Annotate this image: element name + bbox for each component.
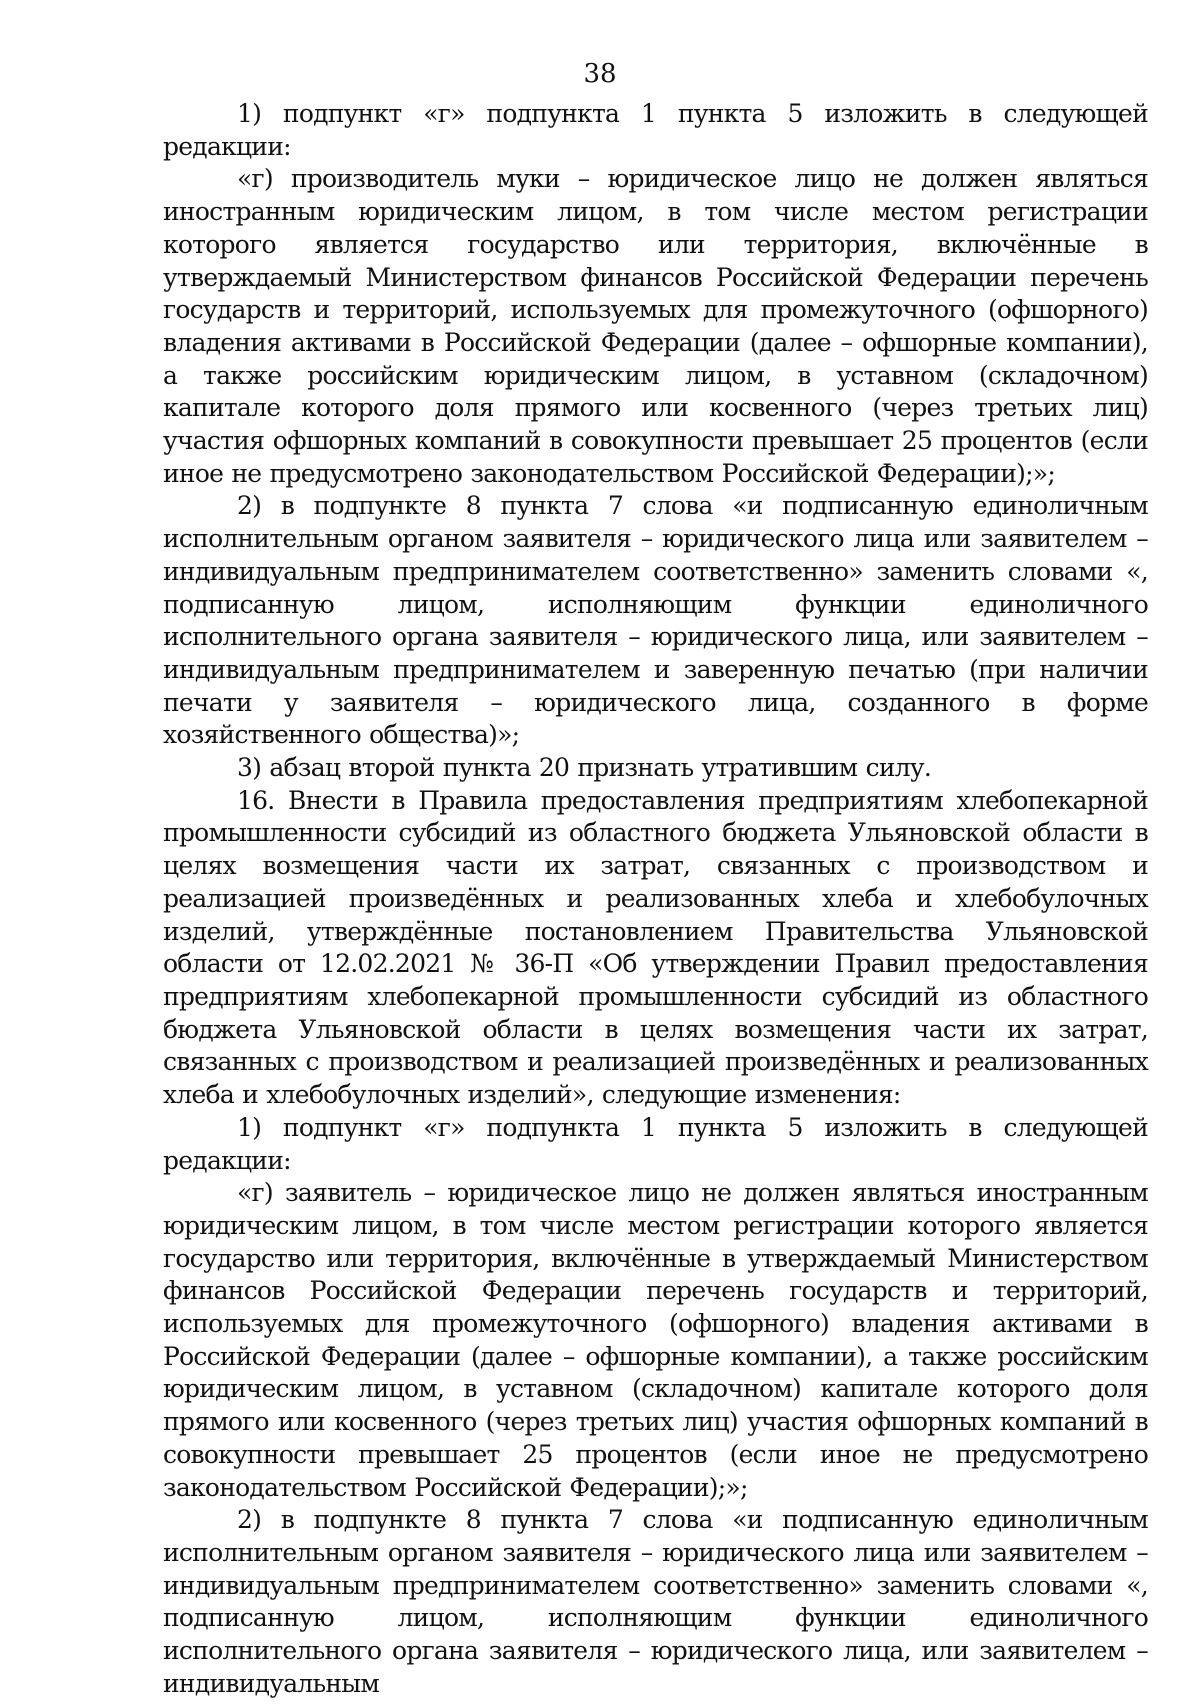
paragraph-15-2: 2) в подпункте 8 пункта 7 слова «и подписанную единоличным исполнительным органом заявителя – юридического лица или заявителем – индивидуальным предпринимателем соответственно» заменить словами «, подписанную лицом, исполняющим функции единоличного исполнительного органа заявителя – юридического лица, или заявителем – индивидуальным предпринимателем и заверенную печатью (при наличии печати у заявителя – юридического лица, созданного в форме хозяйственного общества)»; [163, 491, 1148, 750]
paragraph-16-1: 1) подпункт «г» подпункта 1 пункта 5 изложить в следующей редакции: [163, 1112, 1148, 1175]
paragraph-15-1-g-text: «г) производитель муки – юридическое лицо не должен являться иностранным юридическим лицом, в том числе местом регистрации которого является государство или территория, включённые в утверждаемый Министерством финансов Российской Федерации перечень государств и территорий, используемых для промежуточного (офшорного) владения активами в Российской Федерации (далее – офшорные компании), а также российским юридическим лицом, в уставном (складочном) капитале которого доля прямого или косвенного (через третьих лиц) участия офшорных компаний в совокупности превышает 25 процентов (если иное не предусмотрено законодательством Российской Федерации);»; [163, 164, 1148, 488]
page-number: 38 [583, 59, 617, 89]
paragraph-16: 16. Внести в Правила предоставления предприятиям хлебопекарной промышленности субсидий из областного бюджета Ульяновской области в целях возмещения части их затрат, связанных с производством и реализацией произведённых и реализованных хлеба и хлебобулочных изделий, утверждённые постановлением Правительства Ульяновской области от 12.02.2021 № 36-П «Об утверждении Правил предоставления предприятиям хлебопекарной промышленности субсидий из областного бюджета Ульяновской области в целях возмещения части их затрат, связанных с производством и реализацией произведённых и реализованных хлеба и хлебобулочных изделий», следующие изменения: [163, 785, 1148, 1110]
paragraph-16-2: 2) в подпункте 8 пункта 7 слова «и подписанную единоличным исполнительным органом заявителя – юридического лица или заявителем – индивидуальным предпринимателем соответственно» заменить словами «, подписанную лицом, исполняющим функции единоличного исполнительного органа заявителя – юридического лица, или заявителем – индивидуальным [163, 1505, 1148, 1698]
document-body [163, 98, 1148, 1700]
paragraph-15-3: 3) абзац второй пункта 20 признать утратившим силу. [237, 753, 932, 783]
paragraph-15-1: 1) подпункт «г» подпункта 1 пункта 5 изложить в следующей редакции: [163, 99, 1148, 161]
paragraph-16-1-g-text: «г) заявитель – юридическое лицо не должен являться иностранным юридическим лицом, в том числе местом регистрации которого является государство или территория, включённые в утверждаемый Министерством финансов Российской Федерации перечень государств и территорий, используемых для промежуточного (офшорного) владения активами в Российской Федерации (далее – офшорные компании), а также российским юридическим лицом, в уставном (складочном) капитале которого доля прямого или косвенного (через третьих лиц) участия офшорных компаний в совокупности превышает 25 процентов (если иное не предусмотрено законодательством Российской Федерации);»; [163, 1178, 1148, 1502]
